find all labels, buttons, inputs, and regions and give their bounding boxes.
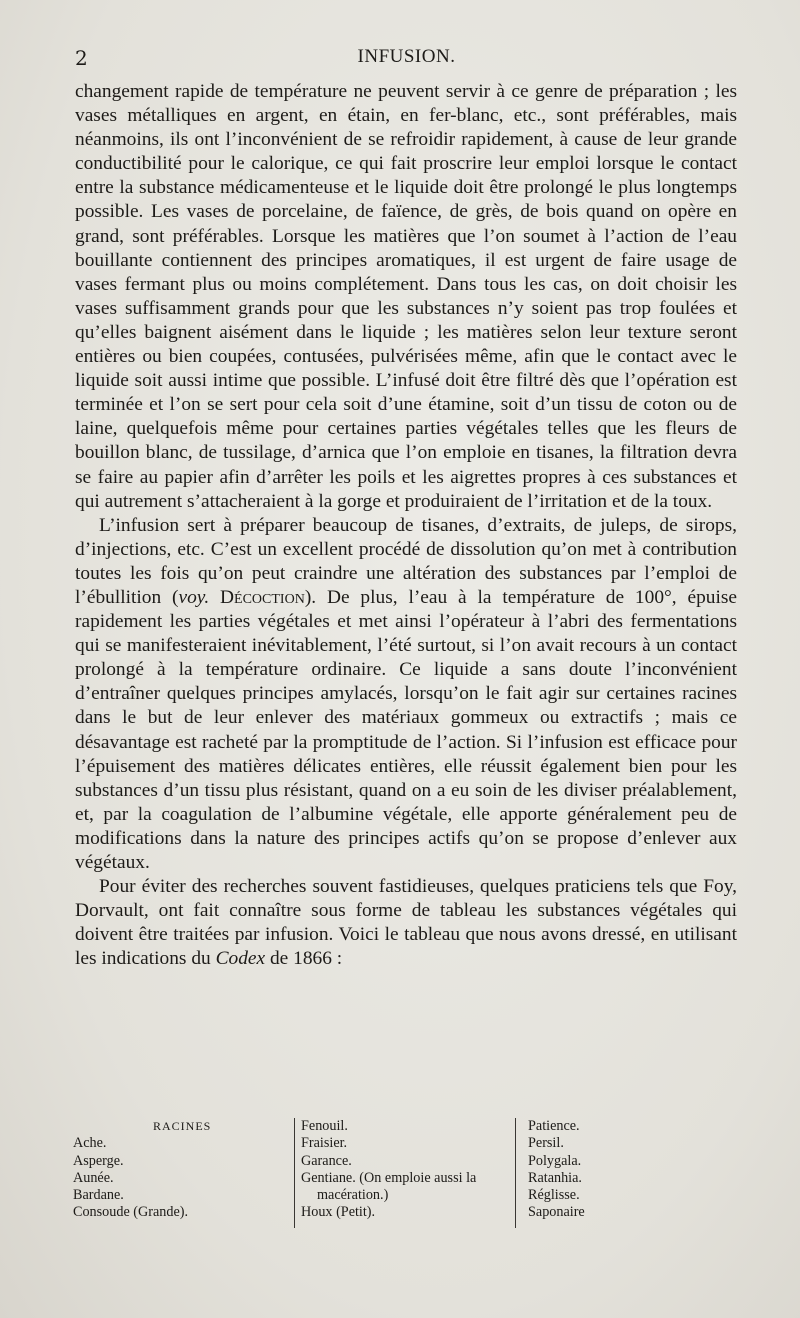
table-item: Gentiane. (On emploie aussi la [301,1169,477,1186]
voy-abbrev: voy. [178,586,210,608]
paragraph-2 [75,514,737,875]
paragraph-2-part-b: ). De plus, l’eau à la température de 100°, épuise rapidement les parties végétales et met ainsi l’opérateur à l’abri des fermentations qui se manifesteraient inévitablement, l’été surtout, si l’on avait recours à un contact prolongé à la température ordinaire. Ce liquide a sans doute l’inconvénient d’entraîner quelques principes amylacés, lorsqu’on le fait agir sur certaines racines dans le but de leur enlever des matériaux gommeux ou extractifs ; mais ce désavantage est racheté par la promptitude de l’action. Si l’infusion est efficace pour l’épuisement des matières délicates entières, elle réussit également bien pour les substances d’un tissu plus résistant, quand on a eu soin de les diviser préalablement, et, par la coagulation de l’albumine végétale, elle apporte généralement peu de modifications dans la nature des principes actifs qu’on se propose d’enlever aux végétaux. [75,586,737,873]
paragraph-3-part-b: de 1866 : [265,948,343,970]
table-item: Réglisse. [528,1187,580,1204]
roots-table [73,1118,737,1228]
table-item: Asperge. [73,1152,124,1169]
table-item: Ache. [73,1135,107,1152]
page-header [75,42,738,72]
paragraph-3-part-a: Pour éviter des recherches souvent fastidieuses, quelques praticiens tels que Foy, Dorvault, ont fait connaître sous forme de tableau les substances végétales qui doivent être traitées par infusion. Voici le tableau que nous avons dressé, en utilisant les indications du [75,876,737,970]
table-column-2 [294,1118,516,1228]
body-text [75,80,737,971]
page-number: 2 [75,46,88,70]
table-heading: RACINES [153,1119,212,1133]
table-item: Persil. [528,1135,564,1152]
decoction-reference: Décoction [220,586,305,608]
table-item: Saponaire [528,1204,585,1221]
table-item: Garance. [301,1152,352,1169]
table-item: Polygala. [528,1152,582,1169]
table-item: Bardane. [73,1187,124,1204]
table-item: Aunée. [73,1169,114,1186]
table-item: Ratanhia. [528,1169,582,1186]
table-item: Patience. [528,1118,580,1134]
table-item: macération.) [317,1187,389,1204]
table-item: Consoude (Grande). [73,1204,189,1221]
paragraph-3 [75,875,737,971]
table-column-1 [73,1118,294,1228]
table-item: Fraisier. [301,1135,348,1152]
paragraph-1: changement rapide de température ne peuvent servir à ce genre de préparation ; les vases métalliques en argent, en étain, en fer-blanc, etc., sont préférables, mais néanmoins, ils ont l’inconvénient de se refroidir rapidement, à cause de leur grande conductibilité pour le calorique, ce qui fait proscrire leur emploi lorsque le contact entre la substance médicamenteuse et le liquide doit être prolongé le plus longtemps possible. Les vases de porcelaine, de faïence, de grès, de bois quand on opère en grand, sont préférables. Lorsque les matières que l’on soumet à l’action de l’eau bouillante contiennent des principes aromatiques, il est urgent de faire usage de vases fermant plus ou moins complétement. Dans tous les cas, on doit choisir les vases suffisamment grands pour que les substances n’y soient pas trop foulées et qu’elles baignent aisément dans le liquide ; les matières selon leur texture seront entières ou bien coupées, contusées, pulvérisées même, afin que le contact avec le liquide soit aussi intime que possible. L’infusé doit être filtré dès que l’opération est terminée et l’on se sert pour cela soit d’une étamine, soit d’un tissu de coton ou de laine, quelquefois même pour certaines parties végétales telles que les fleurs de bouillon blanc, de tussilage, d’arnica que l’on emploie en tisanes, la filtration devra se faire au papier afin d’arrêter les poils et les aigrettes propres à ces substances et qui autrement s’attacheraient à la gorge et produiraient de l’irritation et de la toux. [75,81,737,512]
paragraph-2-part-a: L’infusion sert à préparer beaucoup de tisanes, d’extraits, de juleps, de sirops, d’injections, etc. C’est un excellent procédé de dissolution qu’on met à contribution toutes les fois qu’on peut craindre une altération des substances par l’emploi de l’ébullition ( [75,514,737,608]
table-column-3 [516,1118,737,1228]
codex-title: Codex [215,948,266,970]
running-title: INFUSION. [357,46,456,67]
table-item: Houx (Petit). [301,1204,376,1221]
table-item: Fenouil. [301,1118,348,1134]
